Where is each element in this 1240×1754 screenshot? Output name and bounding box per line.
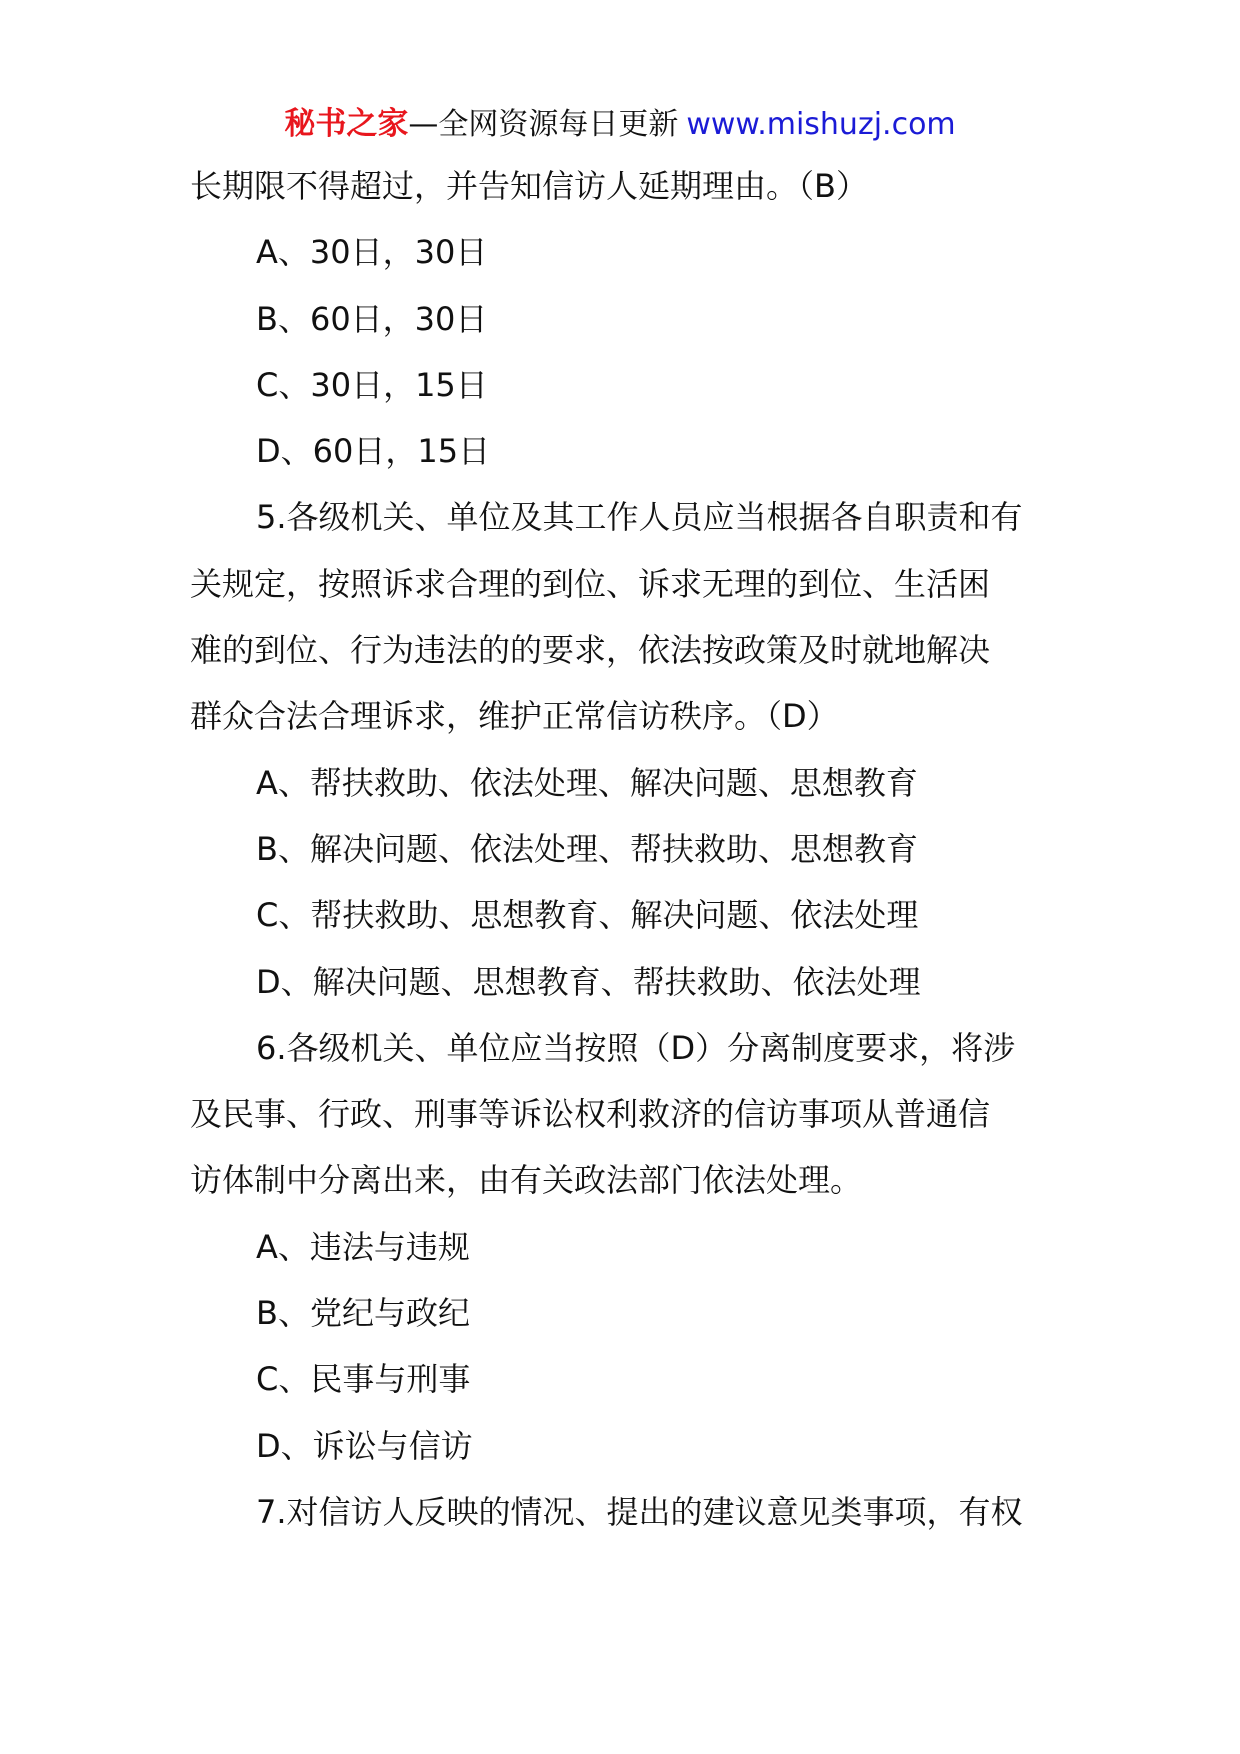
text-line: D、解决问题、思想教育、帮扶救助、依法处理 [256,962,921,1001]
text-line: 关规定，按照诉求合理的到位、诉求无理的到位、生活困 [190,564,991,603]
page-header [0,102,1240,147]
text-line: B、党纪与政纪 [256,1294,470,1333]
text-line: C、帮扶救助、思想教育、解决问题、依法处理 [256,896,919,935]
text-line: 6.各级机关、单位应当按照（D）分离制度要求，将涉 [256,1028,1016,1067]
text-line: A、违法与违规 [256,1227,470,1266]
text-line: B、解决问题、依法处理、帮扶救助、思想教育 [256,829,918,868]
text-line: B、60日，30日 [256,299,488,338]
text-line: 5.各级机关、单位及其工作人员应当根据各自职责和有 [256,498,1023,537]
text-line: 访体制中分离出来，由有关政法部门依法处理。 [190,1161,863,1200]
text-line: C、民事与刑事 [256,1360,471,1399]
text-line: 群众合法合理诉求，维护正常信访秩序。（D） [190,697,839,736]
document-body [190,153,1060,1545]
header-slogan: —全网资源每日更新 [408,107,679,142]
text-line: C、30日，15日 [256,365,488,404]
text-line: 7.对信访人反映的情况、提出的建议意见类事项，有权 [256,1492,1023,1531]
text-line: D、60日，15日 [256,432,491,471]
header-brand: 秘书之家 [284,106,409,142]
text-line: A、30日，30日 [256,233,488,272]
text-line: 长期限不得超过，并告知信访人延期理由。（B） [190,167,868,205]
header-url-link[interactable]: www.mishuzj.com [686,107,956,142]
text-line: 及民事、行政、刑事等诉讼权利救济的信访事项从普通信 [190,1095,991,1134]
text-line: 难的到位、行为违法的的要求，依法按政策及时就地解决 [190,631,991,670]
text-line: D、诉讼与信访 [256,1426,473,1465]
text-line: A、帮扶救助、依法处理、解决问题、思想教育 [256,763,918,802]
